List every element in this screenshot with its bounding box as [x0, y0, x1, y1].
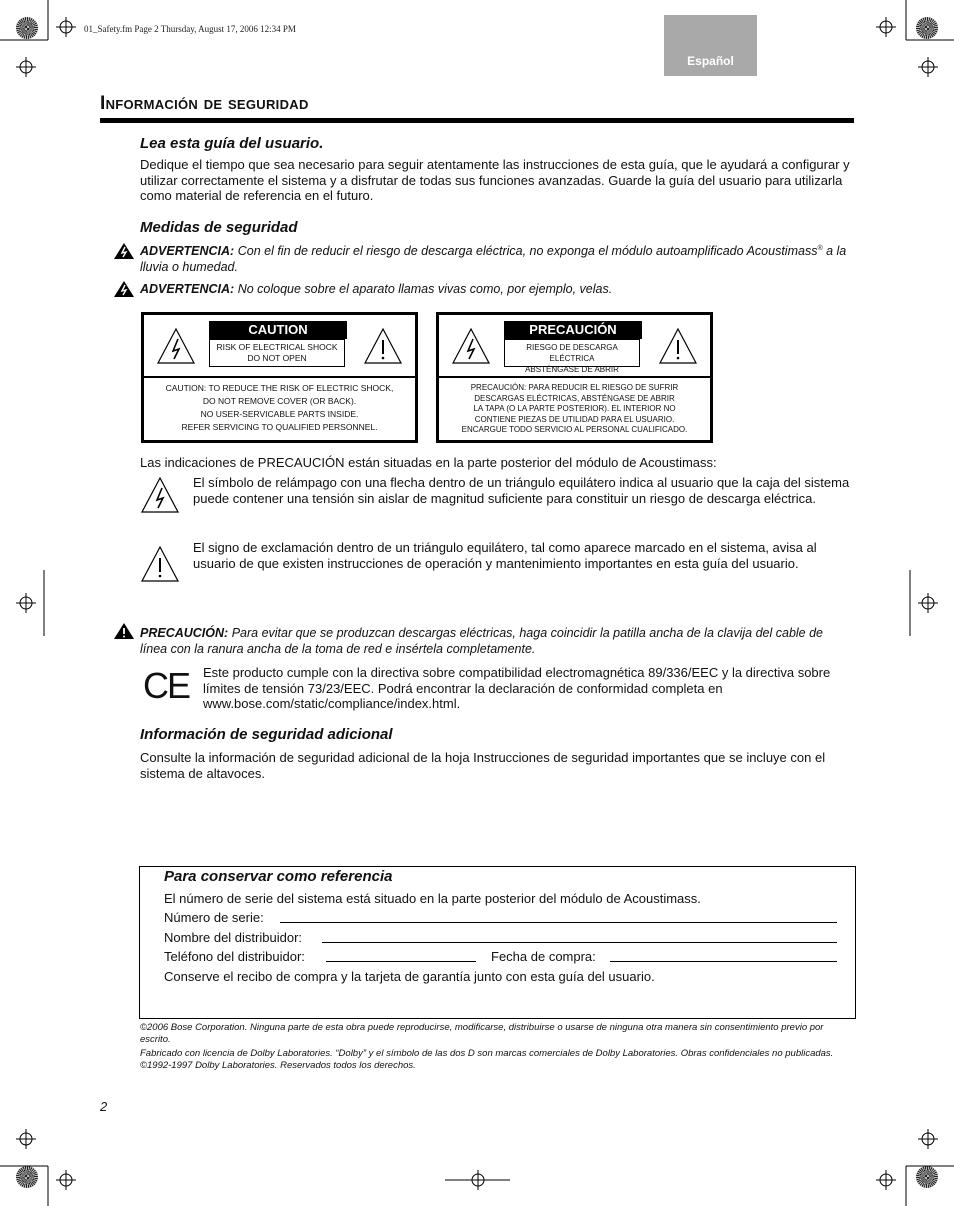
caution-label-top — [439, 315, 710, 378]
print-header: 01_Safety.fm Page 2 Thursday, August 17, 2006 12:34 PM — [84, 24, 296, 34]
dealer-name-label: Nombre del distribuidor: — [164, 930, 303, 945]
reference-box — [139, 866, 856, 1019]
section-heading-additional: Información de seguridad adicional — [140, 726, 393, 743]
dealer-phone-field[interactable] — [326, 961, 476, 962]
ce-mark-logo: CE — [143, 665, 190, 706]
exclamation-triangle-icon — [363, 327, 403, 365]
caution-label-english — [141, 312, 418, 443]
reference-heading: Para conservar como referencia — [164, 868, 393, 885]
caution-sub-line: RISK OF ELECTRICAL SHOCK — [216, 342, 338, 352]
warning-text-end: a la lluvia o humedad. — [140, 244, 847, 275]
section-body-additional: Consulte la información de seguridad adicional de la hoja Instrucciones de seguridad importantes que se incluye con el sistema de altavoces. — [140, 750, 826, 781]
page-number: 2 — [100, 1099, 108, 1114]
serial-location-text: El número de serie del sistema está situado en la parte posterior del módulo de Acoustimass. — [164, 891, 701, 906]
ce-compliance-text: Este producto cumple con la directiva sobre compatibilidad electromagnética 89/336/EEC y la directiva sobre límites de tensión 73/23/EEC. Podrá encontrar la declaración de conformidad completa en www.bose.com/static/compliance/index.html. — [203, 665, 831, 712]
registration-rosette-icon — [916, 1166, 938, 1188]
caution-body-line: NO USER-SERVICABLE PARTS INSIDE. — [200, 409, 359, 419]
serial-number-label: Número de serie: — [164, 910, 264, 925]
warning-label: ADVERTENCIA: — [140, 244, 235, 259]
caution-body — [148, 382, 411, 434]
caution-sub-line: ABSTÉNGASE DE ABRIR — [525, 365, 619, 374]
dealer-phone-label: Teléfono del distribuidor: — [164, 949, 305, 964]
warning-triangle-icon — [114, 281, 134, 297]
purchase-date-label: Fecha de compra: — [491, 949, 596, 964]
title-rule — [100, 118, 854, 123]
caution-sub — [504, 339, 640, 374]
caution-sub-line: DO NOT OPEN — [247, 353, 307, 363]
exclamation-symbol-text: El signo de exclamación dentro de un triángulo equilátero, tal como aparece marcado en el sistema, avisa al usuario de que existen instrucciones de operación y mantenimiento importantes en esta guía del usuario. — [193, 540, 817, 571]
caution-head: CAUTION — [209, 321, 347, 339]
registered-mark: ® — [817, 245, 823, 252]
dealer-name-field[interactable] — [322, 942, 837, 943]
lightning-triangle-icon — [156, 327, 196, 365]
exclamation-triangle-icon — [658, 327, 698, 365]
precaution-plug — [140, 625, 852, 657]
dolby-notice: Fabricado con licencia de Dolby Laboratories. “Dolby” y el símbolo de las dos D son marcas comerciales de Dolby Laboratories. Obras confidenciales no publicadas. ©1992-1997 Dolby Laboratories. Reservados todos los derechos. — [140, 1048, 834, 1071]
exclamation-triangle-icon — [140, 545, 180, 583]
warning-text: Con el fin de reducir el riesgo de descarga eléctrica, no exponga el módulo autoamplificado Acoustimass — [237, 244, 818, 259]
caution-sub — [209, 339, 345, 367]
caution-body-line: CONTIENE PIEZAS DE UTILIDAD PARA EL USUARIO. — [474, 414, 675, 424]
lightning-triangle-icon — [451, 327, 491, 365]
page-title: Información de seguridad — [100, 93, 309, 114]
registration-rosette-icon — [16, 17, 38, 39]
caution-body-line: DESCARGAS ELÉCTRICAS, ABSTÉNGASE DE ABRIR — [474, 393, 675, 403]
lightning-symbol-text: El símbolo de relámpago con una flecha dentro de un triángulo equilátero indica al usuario que la caja del sistema puede contener una tensión sin aislar de magnitud suficiente para constituir un riesgo de descarga eléctrica. — [193, 475, 850, 506]
caution-body-line: ENCARGUE TODO SERVICIO AL PERSONAL CUALIFICADO. — [461, 425, 688, 434]
lightning-triangle-icon — [140, 476, 180, 514]
registration-rosette-icon — [16, 1166, 38, 1188]
keep-receipt-text: Conserve el recibo de compra y la tarjeta de garantía junto con esta guía del usuario. — [164, 969, 655, 984]
warning-moisture — [140, 241, 852, 275]
caution-label-spanish — [436, 312, 713, 443]
section-heading-safety: Medidas de seguridad — [140, 219, 298, 236]
language-tab — [664, 15, 757, 76]
caution-body-line: LA TAPA (O LA PARTE POSTERIOR). EL INTERIOR NO — [473, 404, 676, 413]
warning-text: No coloque sobre el aparato llamas vivas como, por ejemplo, velas. — [237, 282, 613, 296]
caution-body-line: DO NOT REMOVE COVER (OR BACK). — [202, 396, 357, 406]
caution-location-text: Las indicaciones de PRECAUCIÓN están situadas en la parte posterior del módulo de Acoustimass: — [140, 455, 717, 470]
language-tab-label: Español — [687, 54, 734, 68]
warning-triangle-icon — [114, 243, 134, 259]
purchase-date-field[interactable] — [610, 961, 837, 962]
caution-body — [443, 383, 706, 436]
serial-number-field[interactable] — [280, 922, 837, 923]
warning-exclamation-icon — [114, 623, 134, 639]
copyright-notice: ©2006 Bose Corporation. Ninguna parte de esta obra puede reproducirse, modificarse, distribuirse o usarse de ninguna otra manera sin consentimiento previo por escrito. — [140, 1022, 824, 1045]
section-heading-read-guide: Lea esta guía del usuario. — [140, 135, 324, 152]
section-body-read-guide: Dedique el tiempo que sea necesario para seguir atentamente las instrucciones de esta guía, que le ayudará a configurar y utilizar correctamente el sistema y a disfrutar de todas sus funciones avanzadas. Guarde la guía del usuario para utilizarla como material de referencia en el futuro. — [140, 157, 850, 204]
registration-rosette-icon — [916, 17, 938, 39]
caution-head: PRECAUCIÓN — [504, 321, 642, 339]
caution-body-line: CAUTION: TO REDUCE THE RISK OF ELECTRIC SHOCK, — [165, 383, 394, 393]
precaution-text: Para evitar que se produzcan descargas eléctricas, haga coincidir la patilla ancha de la clavija del cable de línea con la ranura ancha de la toma de red e insértela completamente. — [140, 626, 824, 656]
warning-label: ADVERTENCIA: — [140, 282, 235, 296]
caution-body-line: PRECAUCIÓN: PARA REDUCIR EL RIESGO DE SUFRIR — [470, 383, 679, 392]
precaution-label: PRECAUCIÓN: — [140, 626, 229, 640]
caution-body-line: REFER SERVICING TO QUALIFIED PERSONNEL. — [181, 422, 378, 432]
caution-sub-line: RIESGO DE DESCARGA ELÉCTRICA — [526, 343, 618, 363]
caution-label-top — [144, 315, 415, 378]
warning-flames — [140, 281, 852, 297]
